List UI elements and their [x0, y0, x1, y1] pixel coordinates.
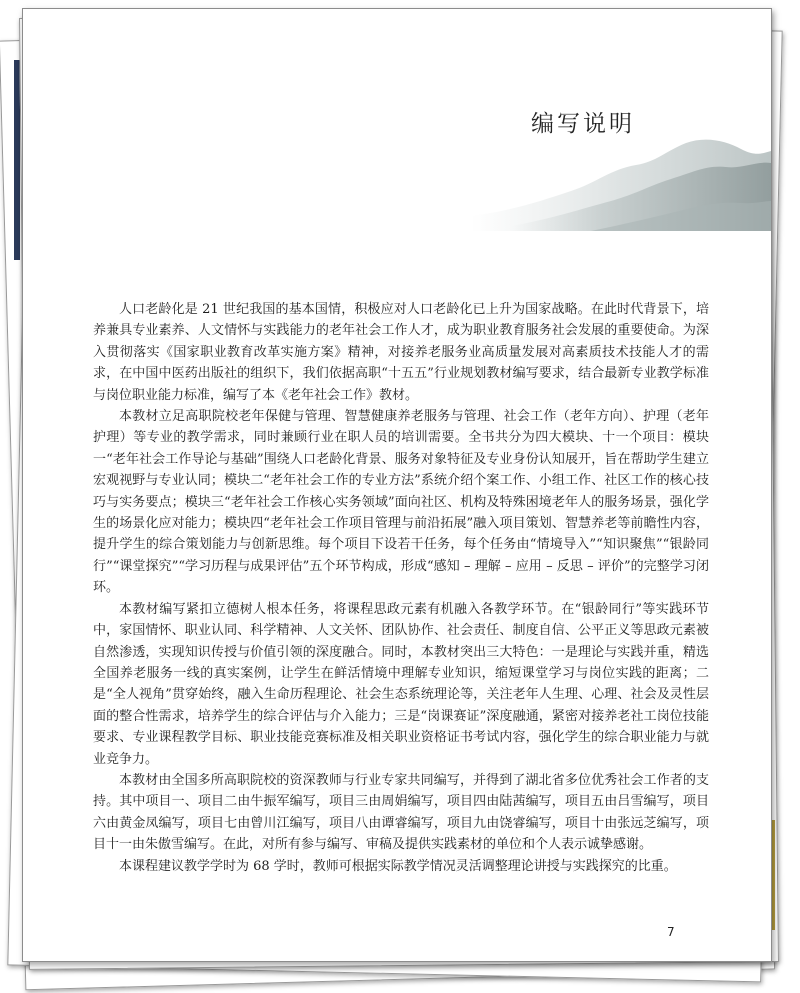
paragraph: 本教材由全国多所高职院校的资深教师与行业专家共同编写，并得到了湖北省多位优秀社会工作者的支持。其中项目一、项目二由牛振军编写，项目三由周娟编写，项目四由陆茜编写，项目五由吕雪编写，项目六由黄金凤编写，项目七由曾川江编写，项目八由谭睿编写，项目九由饶睿编写，项目十由张远芝编写，项目十一由朱傲雪编写。在此，对所有参与编写、审稿及提供实践素材的单位和个人表示诚挚感谢。 — [93, 772, 709, 853]
body-text — [93, 299, 709, 877]
paragraph: 本课程建议教学学时为 68 学时，教师可根据实际教学情况灵活调整理论讲授与实践探究的比重。 — [119, 858, 677, 874]
page-number: 7 — [667, 925, 675, 939]
page-title: 编写说明 — [531, 111, 635, 137]
paragraph: 本教材编写紧扣立德树人根本任务，将课程思政元素有机融入各教学环节。在“银龄同行”等实践环节中，家国情怀、职业认同、科学精神、人文关怀、团队协作、社会责任、制度自信、公平正义等思政元素被自然渗透，实现知识传授与价值引领的深度融合。同时，本教材突出三大特色：一是理论与实践并重，精选全国养老服务一线的真实案例，让学生在鲜活情境中理解专业知识，缩短课堂学习与岗位实践的距离；二是“全人视角”贯穿始终，融入生命历程理论、社会生态系统理论等，关注老年人生理、心理、社会及灵性层面的整合性需求，培养学生的综合评估与介入能力；三是“岗课赛证”深度融通，紧密对接养老社工岗位技能要求、专业课程教学目标、职业技能竞赛标准及相关职业资格证书考试内容，强化学生的综合职业能力与就业竞争力。 — [93, 601, 709, 767]
paragraph: 人口老龄化是 21 世纪我国的基本国情，积极应对人口老龄化已上升为国家战略。在此时代背景下，培养兼具专业素养、人文情怀与实践能力的老年社会工作人才，成为职业教育服务社会发展的重要使命。为深入贯彻落实《国家职业教育改革实施方案》精神，对接养老服务业高质量发展对高素质技术技能人才的需求，在中国中医药出版社的组织下，我们依据高职“十五五”行业规划教材编写要求，结合最新专业教学标准与岗位职业能力标准，编写了本《老年社会工作》教材。 — [93, 302, 709, 403]
paragraph: 本教材立足高职院校老年保健与管理、智慧健康养老服务与管理、社会工作（老年方向）、护理（老年护理）等专业的教学需求，同时兼顾行业在职人员的培训需要。全书共分为四大模块、十一个项目：模块一“老年社会工作导论与基础”围绕人口老龄化背景、服务对象特征及专业身份认知展开，旨在帮助学生建立宏观视野与专业认同；模块二“老年社会工作的专业方法”系统介绍个案工作、小组工作、社区工作的核心技巧与实务要点；模块三“老年社会工作核心实务领域”面向社区、机构及特殊困境老年人的服务场景，强化学生的场景化应对能力；模块四“老年社会工作项目管理与前沿拓展”融入项目策划、智慧养老等前瞻性内容，提升学生的综合策划能力与创新思维。每个项目下设若干任务，每个任务由“情境导入”“知识聚焦”“银龄同行”“课堂探究”“学习历程与成果评估”五个环节构成，形成“感知 – 理解 – 应用 – 反思 – 评价”的完整学习闭环。 — [93, 409, 709, 596]
document-page — [22, 8, 772, 962]
